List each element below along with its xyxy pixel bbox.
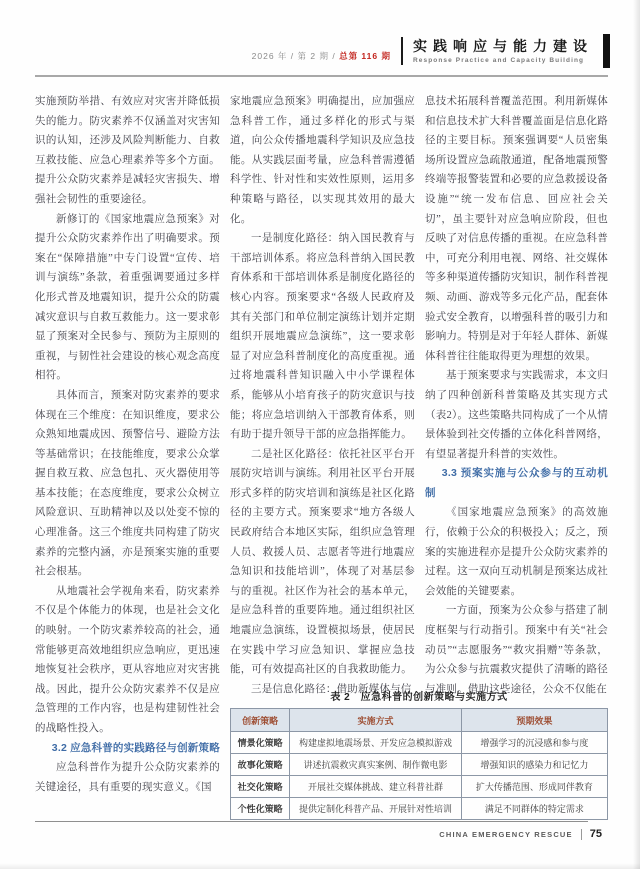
col-header-strategy: 创新策略 — [231, 709, 290, 732]
footer-separator — [581, 829, 582, 840]
paragraph: 新修订的《国家地震应急预案》对提升公众防灾素养作出了明确要求。预案在“保障措施”中专门设置“宣传、培训与演练”条款，着重强调要通过多样化形式普及地震知识，提升公众的防震减灾意识与自救互救能力。这一要求彰显了预案对全民参与、预防为主原则的重视，与韧性社会建设的核心观念高度相符。 — [35, 213, 220, 382]
table-row — [231, 776, 608, 798]
scan-edge-shadow-right — [633, 0, 640, 869]
paragraph: 《国家地震应急预案》的高效施行，依赖于公众的积极投入；反之，预案的实施进程亦是提升公众防灾素养的过程。这一双向互动机制是预案达成社会效能的关键要素。 — [425, 507, 608, 597]
text-column-3 — [425, 92, 608, 699]
header-accent-bar — [603, 34, 610, 68]
cell-effect: 增强知识的感染力和记忆力 — [461, 754, 607, 776]
cell-method: 开展社交媒体挑战、建立科普社群 — [290, 776, 462, 798]
column-subtitle: Response Practice and Capacity Building — [413, 57, 585, 64]
footer-rule — [35, 821, 588, 822]
cell-method: 讲述抗震救灾真实案例、制作微电影 — [290, 754, 462, 776]
paragraph: 家地震应急预案》明确提出，应加强应急科普工作，通过多样化的形式与渠道，向公众传播地震科学知识及应急技能。从实践层面考量，应急科普需遵循科学性、针对性和实效性原则，运用多种策略与路径，以实现其效用的最大化。 — [230, 96, 415, 225]
cell-effect: 扩大传播范围、形成同伴教育 — [461, 776, 607, 798]
text-column-2 — [230, 92, 415, 699]
paragraph: 二是社区化路径：依托社区平台开展防灾培训与演练。利用社区平台开展形式多样的防灾培训和演练是社区化路径的主要方式。预案要求“地方各级人民政府结合本地区实际，组织应急管理人员、救援人员、志愿者等进行地震应急知识和技能培训”，体现了对基层参与的重视。社区作为社会的基本单元，是应急科普的重要阵地。通过组织社区地震应急演练，设置模拟场景，使居民在实践中学习应急知识、掌握应急技能，可有效提高社区的自我救助能力。 — [230, 448, 415, 676]
issue-prefix: 2026 年 / 第 2 期 / — [251, 51, 340, 61]
cell-method: 构建虚拟地震场景、开发应急模拟游戏 — [290, 732, 462, 754]
table-row — [231, 754, 608, 776]
table-header-row — [231, 709, 608, 732]
paragraph: 三是信息化路径：借助新媒体与信 — [251, 683, 412, 695]
cell-method: 提供定制化科普产品、开展针对性培训 — [290, 798, 462, 820]
scan-edge-shadow-bottom — [0, 863, 640, 869]
issue-info — [252, 50, 391, 62]
cell-strategy: 故事化策略 — [231, 754, 290, 776]
cell-strategy: 个性化策略 — [231, 798, 290, 820]
cell-effect: 满足不同群体的特定需求 — [461, 798, 607, 820]
table-row — [231, 732, 608, 754]
innovation-strategy-table — [230, 708, 608, 820]
cell-strategy: 情景化策略 — [231, 732, 290, 754]
paragraph: 息技术拓展科普覆盖范围。利用新媒体和信息技术扩大科普覆盖面是信息化路径的主要目标。预案强调要“人员密集场所设置应急疏散通道，配备地震预警终端等报警装置和必要的应急救援设备设施”“统一发布信息、回应社会关切”，虽主要针对应急响应阶段，但也反映了对信息传播的重视。在应急科普中，可充分利用电视、网络、社交媒体等多种渠道传播防灾知识，制作科普视频、动画、游戏等多元化产品，配套体验式安全教育，以增强科普的吸引力和影响力。特别是对于年轻人群体、新媒体科普往往能取得更为理想的效果。 — [425, 96, 608, 362]
col-header-method: 实施方式 — [290, 709, 462, 732]
paragraph: 应急科普作为提升公众防灾素养的关键途径，具有重要的现实意义。《国 — [35, 762, 220, 793]
page-footer — [439, 828, 602, 840]
paragraph: 基于预案要求与实践需求，本文归纳了四种创新科普策略及其实现方式（表2）。这些策略共同构成了一个从情景体验到社交传播的立体化科普网络，有望显著提升科普的实效性。 — [425, 370, 608, 460]
section-heading-3-2: 3.2 应急科普的实践路径与创新策略 — [51, 741, 220, 754]
header-divider-bar — [401, 37, 403, 65]
issue-number: 总第 116 期 — [339, 51, 391, 61]
table-row — [231, 798, 608, 820]
col-header-effect: 预期效果 — [461, 709, 607, 732]
journal-name: CHINA EMERGENCY RESCUE — [439, 829, 573, 839]
cell-effect: 增强学习的沉浸感和参与度 — [461, 732, 607, 754]
paragraph: 一方面，预案为公众参与搭建了制度框架与行动指引。预案中有关“社会动员”“志愿服务”“救灾捐赠”等条款，为公众参与抗震救灾提供了清晰的路径与准则。借助这些途径，公众不仅能在 — [425, 605, 608, 695]
page-number: 75 — [589, 828, 602, 840]
paragraph: 一是制度化路径：纳入国民教育与干部培训体系。将应急科普纳入国民教育体系和干部培训体系是制度化路径的核心内容。预案要求“各级人民政府及其有关部门和单位制定演练计划并定期组织开展地震应急演练”，这一要求彰显了对应急科普制度化的高度重视。通过将地震科普知识融入中小学课程体系，能够从小培育孩子的防灾意识与技能；将应急培训纳入干部教育体系，则有助于提升领导干部的应急指挥能力。 — [230, 233, 415, 441]
paragraph: 具体而言，预案对防灾素养的要求体现在三个维度：在知识维度，要求公众熟知地震成因、预警信号、避险方法等基础常识；在技能维度，要求公众掌握自救互救、应急包扎、灭火器使用等基本技能；在态度维度，要求公众树立风险意识、互助精神以及以处变不惊的心理准备。这三个维度共同构建了防灾素养的完整内涵，亦是预案实施的重要社会根基。 — [35, 389, 220, 578]
section-heading-3-3: 3.3 预案实施与公众参与的互动机制 — [425, 467, 608, 499]
table-caption: 表 2 应急科普的创新策略与实施方式 — [330, 692, 508, 703]
column-title-block — [413, 37, 593, 65]
cell-strategy: 社交化策略 — [231, 776, 290, 798]
paragraph: 实施预防举措、有效应对灾害并降低损失的能力。防灾素养不仅涵盖对灾害知识的认知，还涉及风险判断能力、自救互救技能、应急心理素养等多个方面。提升公众防灾素养是减轻灾害损失、增强社会韧性的重要途径。 — [35, 96, 220, 205]
column-title: 实践响应与能力建设 — [413, 38, 593, 54]
header-rule — [35, 75, 608, 77]
paragraph: 从地震社会学视角来看，防灾素养不仅是个体能力的体现，也是社会文化的映射。一个防灾素养较高的社会，通常能够更高效地组织应急响应，更迅速地恢复社会秩序，更从容地应对灾害挑战。因此，提升公众防灾素养不仅是应急管理的工作内容，也是构建韧性社会的战略性投入。 — [35, 585, 220, 734]
table-2-block — [230, 688, 608, 820]
text-column-1 — [35, 92, 220, 797]
page-header — [252, 34, 610, 68]
